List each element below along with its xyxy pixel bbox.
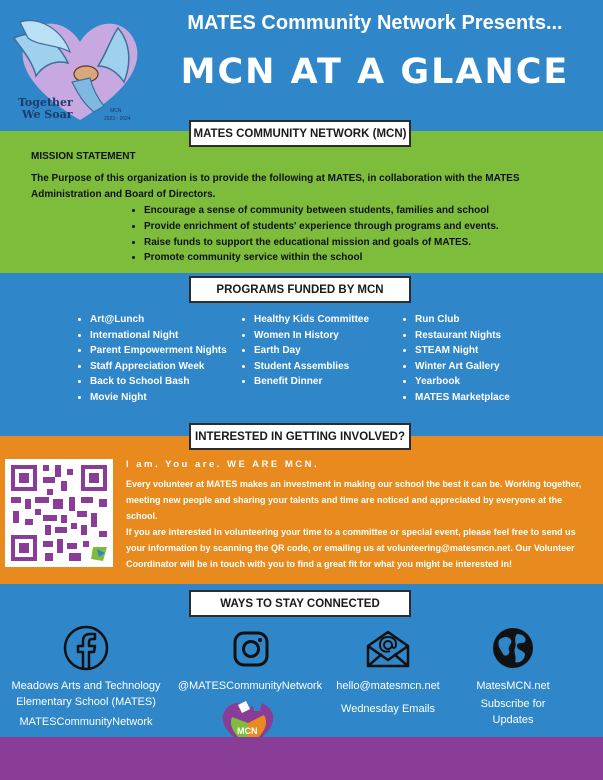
involved-paragraph-1: Every volunteer at MATES makes an investment in making our school the best it can be. Working together, meeting new people and sharing your talents and time are noticed and appreciated by everyone at the school. (126, 479, 582, 521)
school-name-line2: Elementary School (MATES) (16, 696, 156, 708)
instagram-handle[interactable]: @MATESCommunityNetwork (177, 680, 323, 692)
programs-section-label: PROGRAMS FUNDED BY MCN (189, 276, 411, 303)
page-title: MCN AT A GLANCE (180, 52, 570, 92)
list-item: • Healthy Kids Committee (254, 312, 369, 328)
programs-column-1 (76, 312, 227, 406)
connected-section-label: WAYS TO STAY CONNECTED (189, 590, 411, 617)
list-item: • International Night (90, 328, 227, 344)
email-note: Wednesday Emails (341, 703, 435, 715)
list-item: • Provide enrichment of students' experience through programs and events. (144, 219, 499, 235)
mission-section-label: MATES COMMUNITY NETWORK (MCN) (189, 120, 411, 147)
volunteer-qr-code[interactable] (5, 459, 113, 567)
logo-years: 2023 - 2024 (104, 116, 131, 122)
email-icon[interactable] (364, 630, 412, 668)
mcn-badge-text: MCN (237, 726, 258, 736)
logo-badge: MCN (110, 108, 122, 114)
website-note-line2: Updates (492, 714, 534, 726)
list-item: • Benefit Dinner (254, 374, 369, 390)
list-item: • Staff Appreciation Week (90, 359, 227, 375)
facebook-icon[interactable] (62, 624, 110, 672)
list-item: • Run Club (415, 312, 510, 328)
together-we-soar-logo (6, 8, 154, 130)
school-name-line1: Meadows Arts and Technology (11, 680, 161, 692)
programs-column-3 (401, 312, 510, 406)
logo-slogan-line1: Together (18, 96, 73, 109)
involved-tagline: I am. You are. WE ARE MCN. (126, 459, 320, 470)
presents-heading: MATES Community Network Presents... (187, 12, 563, 34)
facebook-handle[interactable]: MATESCommunityNetwork (19, 716, 153, 728)
email-address[interactable]: hello@matesmcn.net (336, 680, 440, 692)
website-url[interactable]: MatesMCN.net (476, 680, 550, 692)
list-item: • Winter Art Gallery (415, 359, 510, 375)
website-note-line1: Subscribe for (480, 698, 546, 710)
list-item: • Art@Lunch (90, 312, 227, 328)
programs-column-2 (240, 312, 369, 390)
list-item: • Encourage a sense of community between students, families and school (144, 203, 499, 219)
mission-list (130, 203, 499, 266)
instagram-icon[interactable] (232, 630, 270, 668)
list-item: • Raise funds to support the educational mission and goals of MATES. (144, 235, 499, 251)
mission-heading: MISSION STATEMENT (31, 151, 136, 162)
involved-paragraph-2: If you are interested in volunteering your time to a committee or special event, please feel free to send us your information by scanning the QR code, or emailing us at volunteering@matesmcn.net. Our Volunteer Coordinator will be in touch with you to find a great fit for what you might be interested in! (126, 527, 576, 569)
list-item: • Back to School Bash (90, 374, 227, 390)
list-item: • Yearbook (415, 374, 510, 390)
involved-section-label: INTERESTED IN GETTING INVOLVED? (189, 423, 411, 450)
globe-icon[interactable] (491, 626, 535, 670)
mission-text: The Purpose of this organization is to provide the following at MATES, in collaboration with the MATES Administration and Board of Directors. (31, 173, 520, 200)
list-item: • STEAM Night (415, 343, 510, 359)
list-item: • MATES Marketplace (415, 390, 510, 406)
list-item: • Promote community service within the school (144, 250, 499, 266)
list-item: • Parent Empowerment Nights (90, 343, 227, 359)
list-item: • Restaurant Nights (415, 328, 510, 344)
list-item: • Student Assemblies (254, 359, 369, 375)
logo-slogan-line2: We Soar (22, 108, 73, 121)
list-item: • Movie Night (90, 390, 227, 406)
list-item: • Earth Day (254, 343, 369, 359)
footer-band (0, 737, 603, 780)
list-item: • Women In History (254, 328, 369, 344)
